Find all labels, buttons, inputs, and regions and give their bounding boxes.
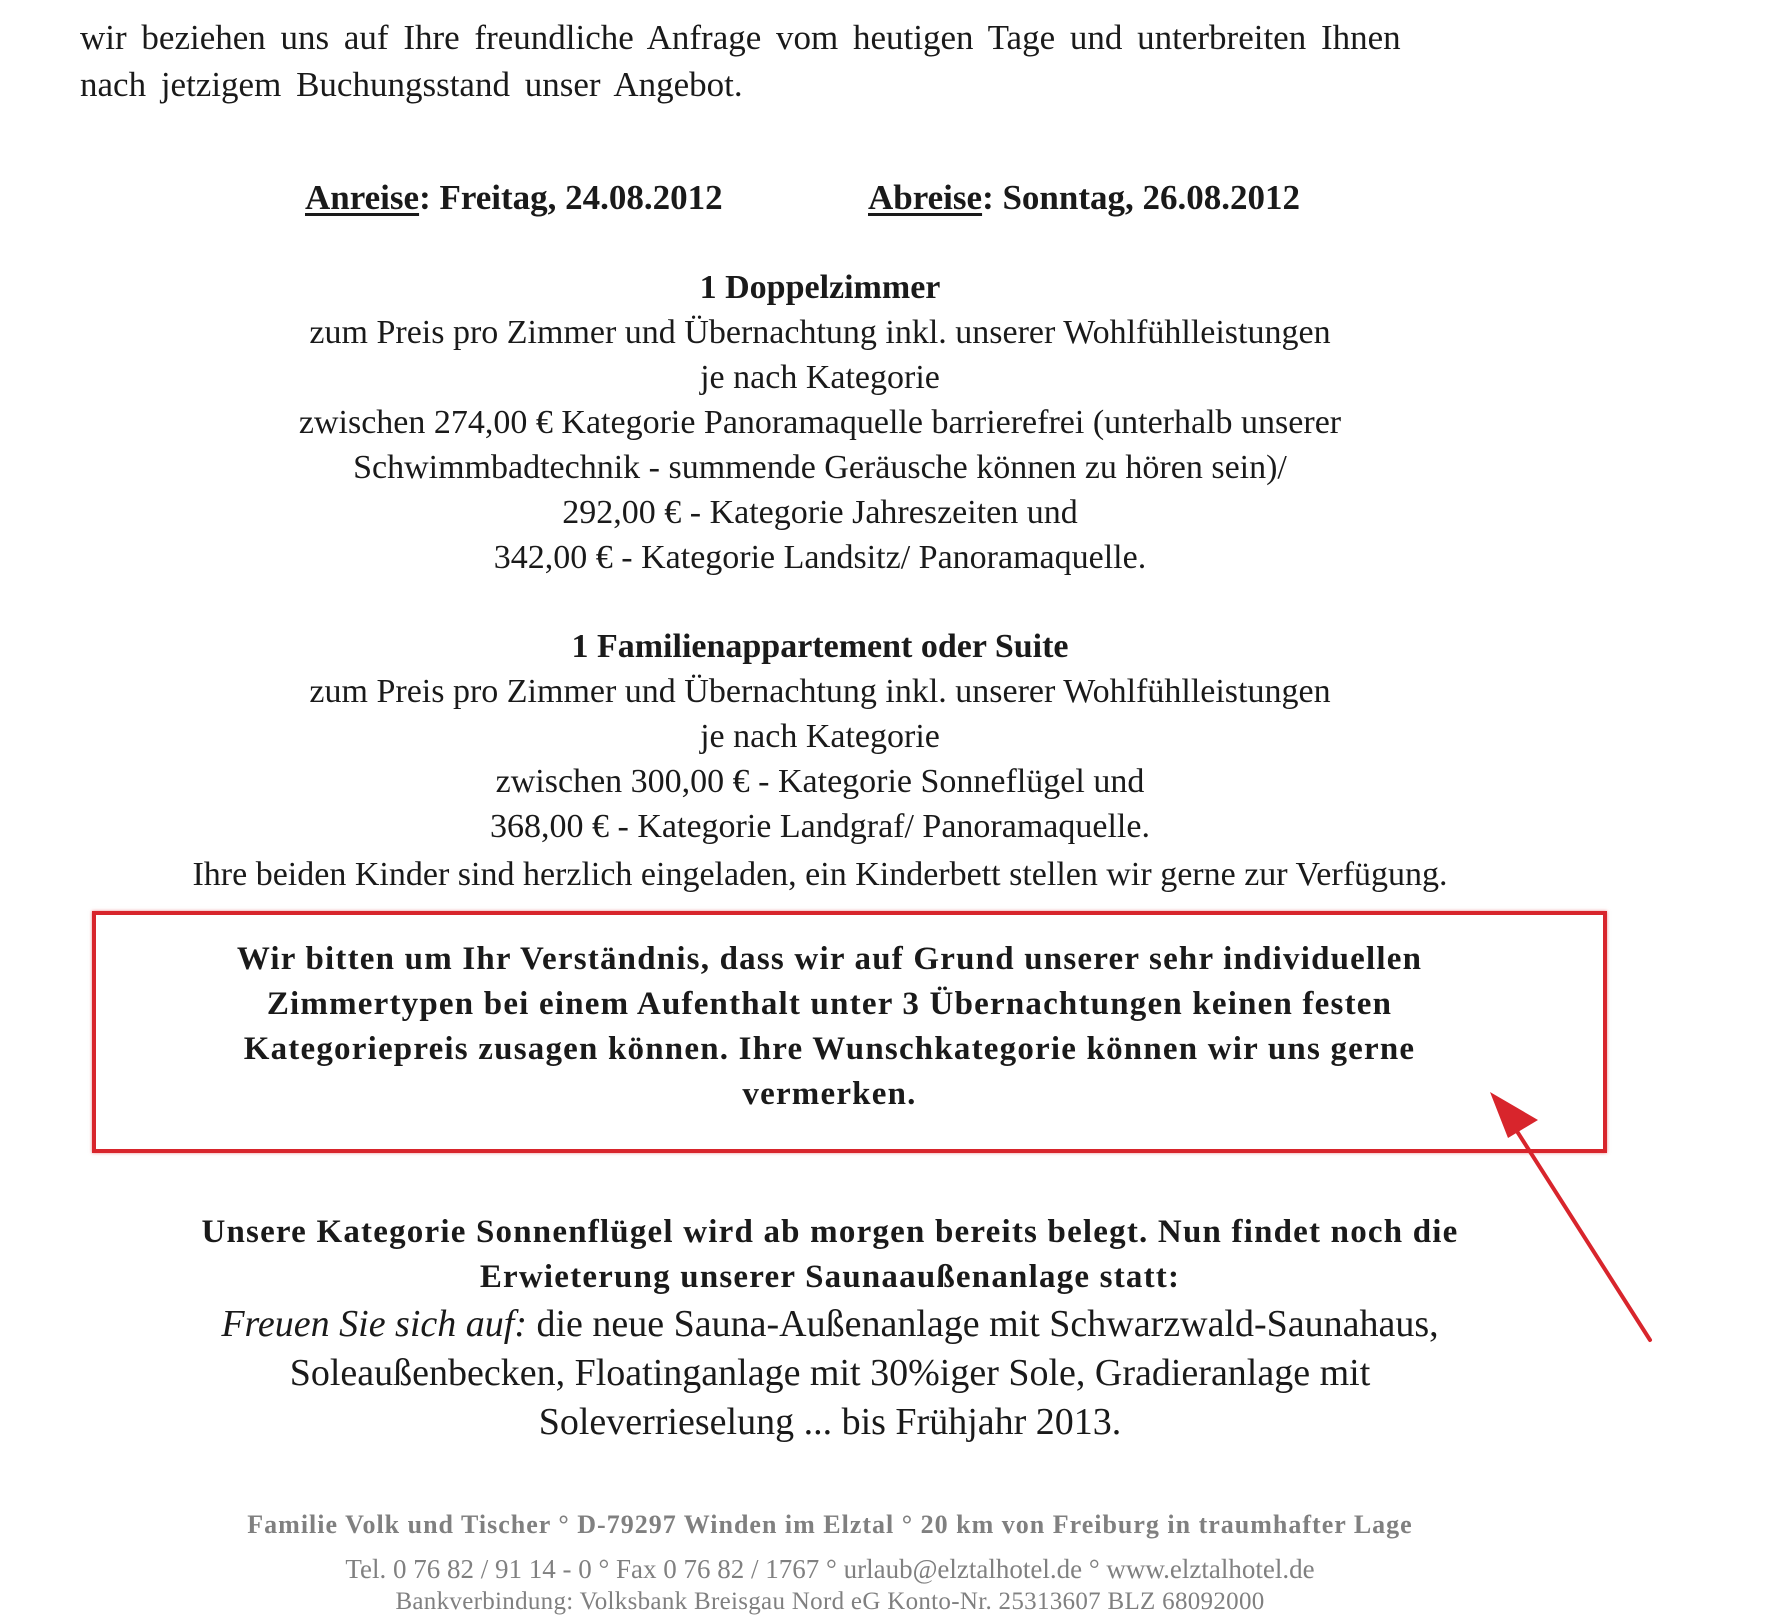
offer-line: zwischen 274,00 € Kategorie Panoramaquelle barrierefrei (unterhalb unserer (298, 404, 1342, 441)
offer-line: 368,00 € - Kategorie Landgraf/ Panoramaquelle. (490, 808, 1150, 845)
notice-line: vermerken. (742, 1076, 917, 1112)
sauna-line: Soleverrieselung ... bis Frühjahr 2013. (538, 1401, 1122, 1443)
offer-line: je nach Kategorie (700, 359, 940, 396)
intro-paragraph (80, 14, 1570, 108)
offer-line: zwischen 300,00 € - Kategorie Sonneflügel und (495, 763, 1145, 800)
footer-address: Familie Volk und Tischer ° D-79297 Winden im Elztal ° 20 km von Freiburg in traumhafter Lage (247, 1510, 1413, 1539)
departure-value: : Sonntag, 26.08.2012 (982, 178, 1301, 217)
children-note: Ihre beiden Kinder sind herzlich eingeladen, ein Kinderbett stellen wir gerne zur Verfügung. (192, 856, 1448, 893)
arrival-date (305, 175, 723, 221)
offer-line: 292,00 € - Kategorie Jahreszeiten und (562, 494, 1078, 531)
footer-contact: Tel. 0 76 82 / 91 14 - 0 ° Fax 0 76 82 / 1767 ° urlaub@elztalhotel.de ° www.elztalhotel.de (345, 1554, 1315, 1584)
sauna-line (0, 1300, 1660, 1349)
notice-paragraph (92, 937, 1567, 1117)
offer-familienappartement (0, 624, 1640, 849)
footer-bank: Bankverbindung: Volksbank Breisgau Nord eG Konto-Nr. 25313607 BLZ 68092000 (395, 1588, 1265, 1615)
offer-line: 342,00 € - Kategorie Landsitz/ Panoramaquelle. (493, 539, 1147, 576)
offer-line: zum Preis pro Zimmer und Übernachtung inkl. unserer Wohlfühlleistungen (309, 673, 1331, 710)
offer-heading: 1 Familienappartement oder Suite (571, 628, 1069, 665)
sauna-bold-line: Unsere Kategorie Sonnenflügel wird ab morgen bereits belegt. Nun findet noch die (201, 1214, 1459, 1250)
offer-line: je nach Kategorie (700, 718, 940, 755)
sauna-line: Soleaußenbecken, Floatinganlage mit 30%iger Sole, Gradieranlage mit (289, 1352, 1371, 1394)
departure-label: Abreise (868, 178, 983, 217)
sauna-line-rest: die neue Sauna-Außenanlage mit Schwarzwald-Saunahaus, (526, 1303, 1439, 1345)
departure-date (868, 175, 1300, 221)
notice-line: Zimmertypen bei einem Aufenthalt unter 3 Übernachtungen keinen festen (266, 986, 1393, 1022)
arrival-label: Anreise (305, 178, 420, 217)
sauna-announcement (0, 1210, 1660, 1447)
notice-line: Wir bitten um Ihr Verständnis, dass wir auf Grund unserer sehr individuellen (236, 941, 1423, 977)
notice-line: Kategoriepreis zusagen können. Ihre Wunschkategorie können wir uns gerne (243, 1031, 1416, 1067)
offer-line: zum Preis pro Zimmer und Übernachtung inkl. unserer Wohlfühlleistungen (309, 314, 1331, 351)
intro-line-1: wir beziehen uns auf Ihre freundliche Anfrage vom heutigen Tage und unterbreiten Ihnen (80, 18, 1401, 57)
offer-line: Schwimmbadtechnik - summende Geräusche können zu hören sein)/ (353, 449, 1287, 486)
sauna-italic-lead: Freuen Sie sich auf: (221, 1303, 527, 1345)
arrival-value: : Freitag, 24.08.2012 (419, 178, 723, 217)
sauna-bold-line: Erwieterung unserer Saunaaußenanlage statt: (479, 1259, 1181, 1295)
offer-heading: 1 Doppelzimmer (699, 269, 941, 306)
offer-doppelzimmer (0, 265, 1640, 580)
intro-line-2: nach jetzigem Buchungsstand unser Angebot. (80, 65, 743, 104)
